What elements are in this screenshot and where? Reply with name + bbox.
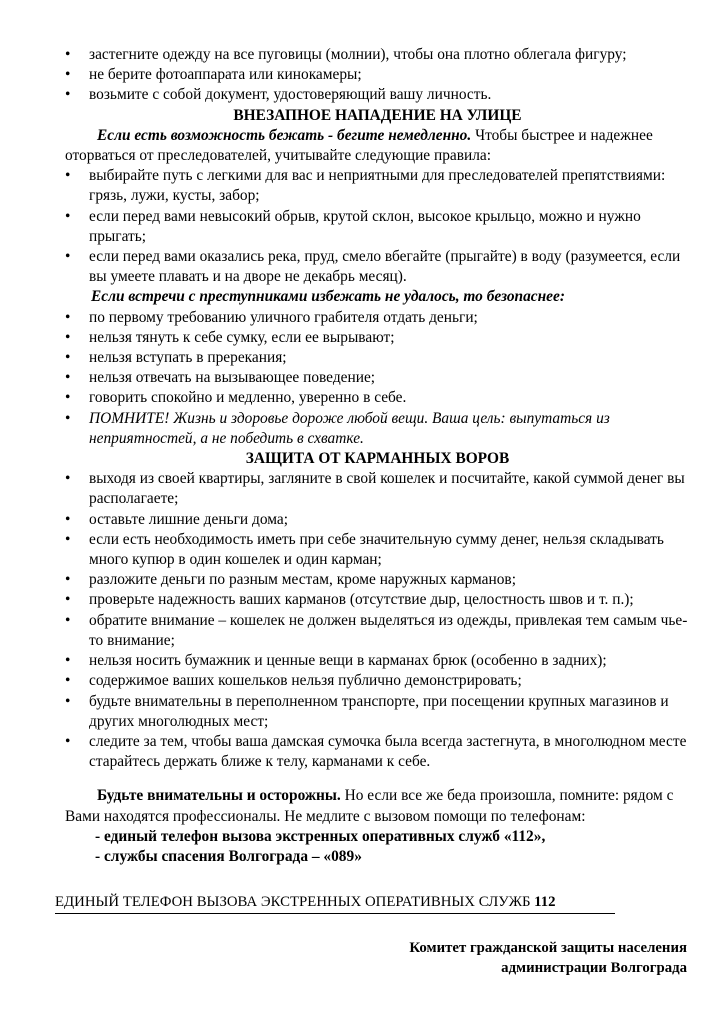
committee-signature [409,938,687,978]
bullet-icon: • [65,248,71,266]
list-item: • если перед вами оказались река, пруд, смело вбегайте (прыгайте) в воду (разумеется, если вы умеете плавать и на дворе не декабрь месяц). [65,248,681,286]
intro-bullet-list [65,45,690,106]
bullet-icon: • [65,349,71,367]
phone-line-089: - службы спасения Волгограда – «089» [95,847,362,865]
list-item: • застегните одежду на все пуговицы (молнии), чтобы она плотно облегала фигуру; [65,45,690,65]
list-item: • оставьте лишние деньги дома; [65,510,690,530]
bullet-icon: • [65,672,71,690]
bullet-icon: • [65,530,71,548]
bullet-icon: • [65,308,71,326]
list-item: • нельзя тянуть к себе сумку, если ее вырывают; [65,328,690,348]
list-item: • выбирайте путь с легкими для вас и неприятными для преследователей препятствиями: грязь, лужи, кусты, забор; [65,167,666,205]
bullet-icon: • [65,86,71,104]
committee-line-2: администрации Волгограда [501,960,687,976]
phone-line-112: - единый телефон вызова экстренных оперативных служб «112», [95,827,546,845]
leaflet-content [65,45,690,867]
safer-rules-list [65,308,690,449]
bullet-icon: • [65,46,71,63]
emergency-footer: ЕДИНЫЙ ТЕЛЕФОН ВЫЗОВА ЭКСТРЕННЫХ ОПЕРАТИВНЫХ СЛУЖБ 112 [55,892,615,914]
notice-paragraph: Будьте внимательны и осторожны. Но если все же беда произошла, помните: рядом с Вами находятся профессионалы. Не медлите с вызовом помощи по телефонам: [65,787,674,825]
list-item: • говорить спокойно и медленно, уверенно в себе. [65,388,690,408]
bullet-icon: • [65,611,71,629]
list-item: • проверьте надежность ваших карманов (отсутствие дыр, целостность швов и т. п.); [65,590,690,610]
safer-subheading: Если встречи с преступниками избежать не удалось, то безопаснее: [91,288,565,306]
list-item: • содержимое ваших кошельков нельзя публично демонстрировать; [65,671,690,691]
bullet-icon: • [65,409,71,427]
bullet-icon: • [65,591,71,609]
bullet-icon: • [65,510,71,528]
bullet-icon: • [65,732,71,750]
run-rules-list [65,166,690,287]
section-title-street-attack: ВНЕЗАПНОЕ НАПАДЕНИЕ НА УЛИЦЕ [233,106,522,124]
list-item: • будьте внимательны в переполненном транспорте, при посещении крупных магазинов и других многолюдных мест; [65,692,669,730]
bullet-icon: • [65,207,71,225]
bullet-icon: • [65,369,71,387]
bullet-icon: • [65,167,71,185]
remember-note: • ПОМНИТЕ! Жизнь и здоровье дороже любой вещи. Ваша цель: выпутаться из неприятностей, а не победить в схватке. [65,409,610,447]
section-title-pickpockets: ЗАЩИТА ОТ КАРМАННЫХ ВОРОВ [245,450,510,468]
street-attack-lead: Если есть возможность бежать - бегите немедленно. Чтобы быстрее и надежнее оторваться от преследователей, учитывайте следующие правила: [65,126,653,165]
bullet-icon: • [65,328,71,346]
bullet-icon: • [65,389,71,407]
list-item: • нельзя отвечать на вызывающее поведение; [65,368,690,388]
bullet-icon: • [65,470,71,488]
bullet-icon: • [65,571,71,589]
bullet-icon: • [65,66,71,84]
list-item: • следите за тем, чтобы ваша дамская сумочка была всегда застегнута, в многолюдном месте старайтесь держать ближе к телу, карманами к себе. [65,732,687,771]
list-item: • нельзя вступать в пререкания; [65,348,690,368]
bullet-icon: • [65,692,71,710]
list-item: • по первому требованию уличного грабителя отдать деньги; [65,308,690,328]
pickpocket-rules-list [65,469,690,772]
list-item: • если есть необходимость иметь при себе значительную сумму денег, нельзя складывать много купюр в один кошелек и один карман; [65,530,664,569]
list-item: • разложите деньги по разным местам, кроме наружных карманов; [65,570,690,590]
list-item: • выходя из своей квартиры, загляните в свой кошелек и посчитайте, какой суммой денег вы располагаете; [65,470,685,508]
list-item: • обратите внимание – кошелек не должен выделяться из одежды, привлекая тем самым чье-то внимание; [65,611,688,649]
bullet-icon: • [65,652,71,670]
committee-line-1: Комитет гражданской защиты населения [409,940,687,956]
list-item: • возьмите с собой документ, удостоверяющий вашу личность. [65,85,690,105]
list-item: • нельзя носить бумажник и ценные вещи в карманах брюк (особенно в задних); [65,651,690,671]
list-item: • если перед вами невысокий обрыв, крутой склон, высокое крыльцо, можно и нужно прыгать; [65,207,641,245]
list-item: • не берите фотоаппарата или кинокамеры; [65,65,690,85]
